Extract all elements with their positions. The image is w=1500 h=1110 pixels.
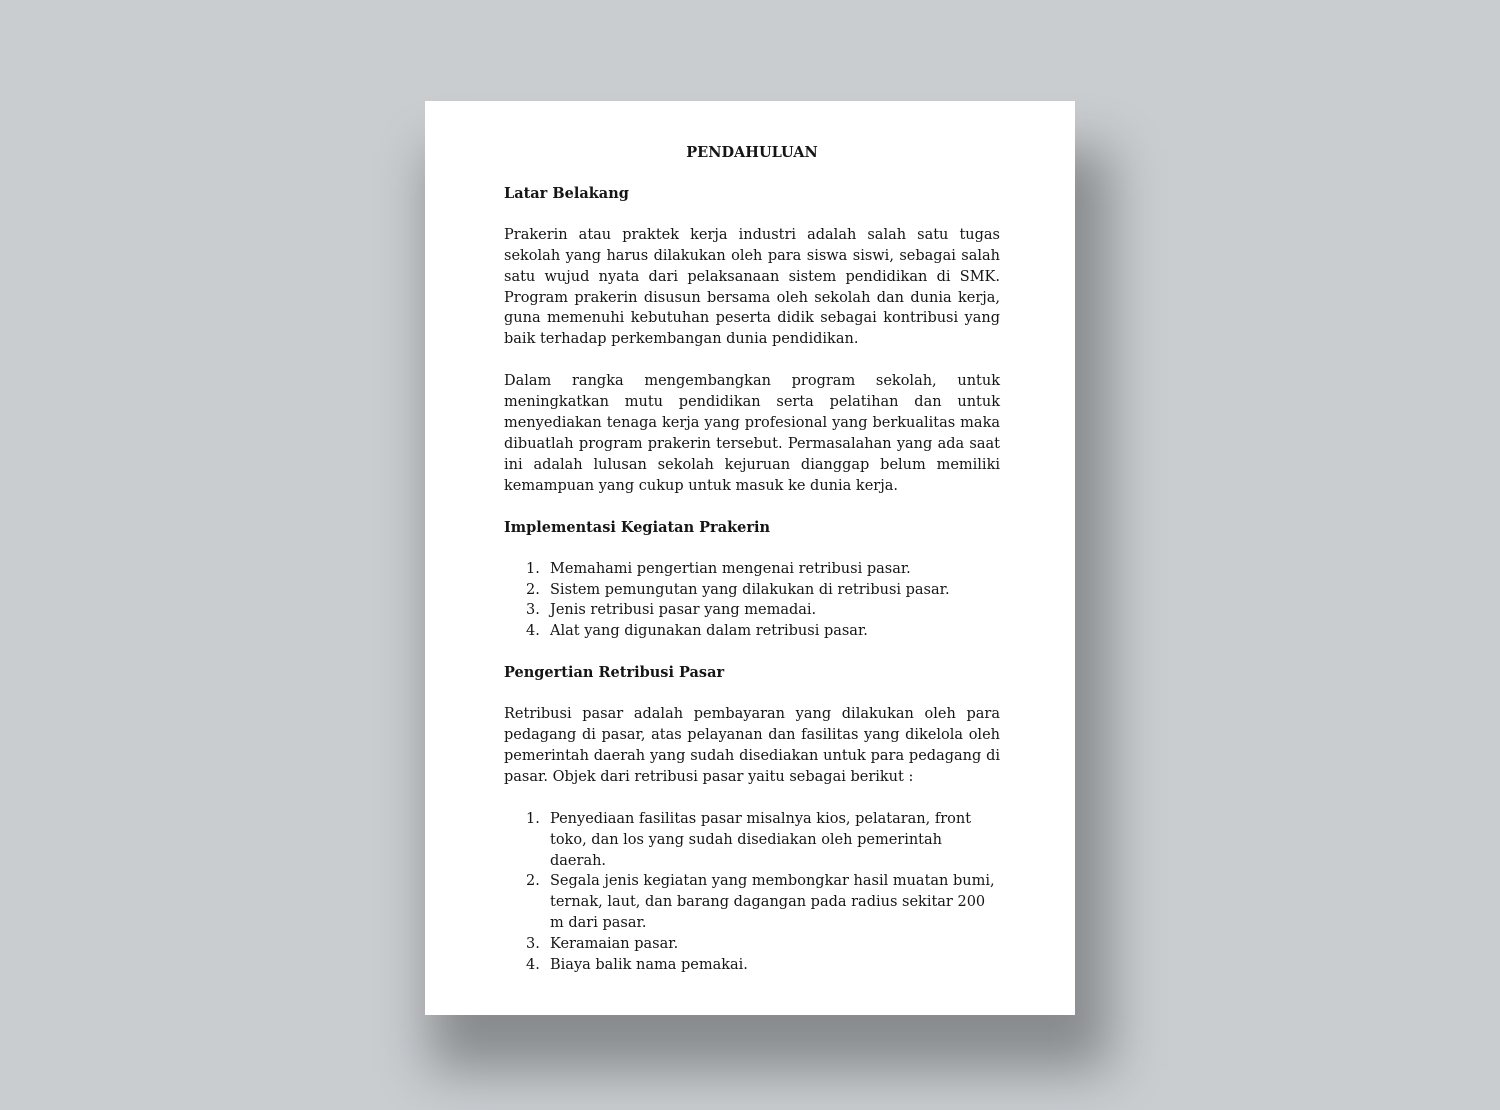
list-text: Keramaian pasar. <box>550 936 679 953</box>
list-text: Sistem pemungutan yang dilakukan di retribusi pasar. <box>550 581 950 598</box>
list-number: 3. <box>526 602 540 619</box>
implementasi-list <box>504 559 1000 643</box>
list-item <box>504 621 1000 642</box>
list-number: 1. <box>526 810 540 827</box>
heading-implementasi: Implementasi Kegiatan Prakerin <box>504 518 771 536</box>
list-text: Biaya balik nama pemakai. <box>550 957 748 974</box>
paragraph-latar-1: Prakerin atau praktek kerja industri adalah salah satu tugas sekolah yang harus dilakukan oleh para siswa siswi, sebagai salah satu wujud nyata dari pelaksanaan sistem pendidikan di SMK. Program prakerin disusun bersama oleh sekolah dan dunia kerja, guna memenuhi kebutuhan peserta didik sebagai kontribusi yang baik terhadap perkembangan dunia pendidikan. <box>504 226 1000 348</box>
list-item <box>504 955 1000 976</box>
list-number: 2. <box>526 873 540 890</box>
document-title: PENDAHULUAN <box>686 144 818 161</box>
list-text: Memahami pengertian mengenai retribusi pasar. <box>550 560 911 577</box>
document-content <box>504 143 1000 997</box>
list-number: 4. <box>526 623 540 640</box>
heading-latar-belakang: Latar Belakang <box>504 184 629 202</box>
document-page <box>425 101 1075 1015</box>
list-number: 3. <box>526 936 540 953</box>
list-item <box>504 600 1000 621</box>
list-item <box>504 580 1000 601</box>
list-item <box>504 809 1000 872</box>
paragraph-pengertian: Retribusi pasar adalah pembayaran yang dilakukan oleh para pedagang di pasar, atas pelayanan dan fasilitas yang dikelola oleh pemerintah daerah yang sudah disediakan untuk para pedagang di pasar. Objek dari retribusi pasar yaitu sebagai berikut : <box>504 706 1000 785</box>
list-number: 2. <box>526 581 540 598</box>
list-text: Alat yang digunakan dalam retribusi pasar. <box>550 623 868 640</box>
list-item <box>504 559 1000 580</box>
list-text: Jenis retribusi pasar yang memadai. <box>550 602 817 619</box>
list-item <box>504 871 1000 934</box>
list-text: Segala jenis kegiatan yang membongkar hasil muatan bumi, ternak, laut, dan barang dagangan pada radius sekitar 200 m dari pasar. <box>550 873 995 932</box>
heading-pengertian: Pengertian Retribusi Pasar <box>504 664 725 682</box>
paragraph-latar-2: Dalam rangka mengembangkan program sekolah, untuk meningkatkan mutu pendidikan serta pelatihan dan untuk menyediakan tenaga kerja yang profesional yang berkualitas maka dibuatlah program prakerin tersebut. Permasalahan yang ada saat ini adalah lulusan sekolah kejuruan dianggap belum memiliki kemampuan yang cukup untuk masuk ke dunia kerja. <box>504 373 1000 494</box>
list-text: Penyediaan fasilitas pasar misalnya kios, pelataran, front toko, dan los yang sudah disediakan oleh pemerintah daerah. <box>550 810 972 869</box>
objek-retribusi-list <box>504 809 1000 976</box>
list-number: 4. <box>526 957 540 974</box>
list-number: 1. <box>526 560 540 577</box>
list-item <box>504 934 1000 955</box>
